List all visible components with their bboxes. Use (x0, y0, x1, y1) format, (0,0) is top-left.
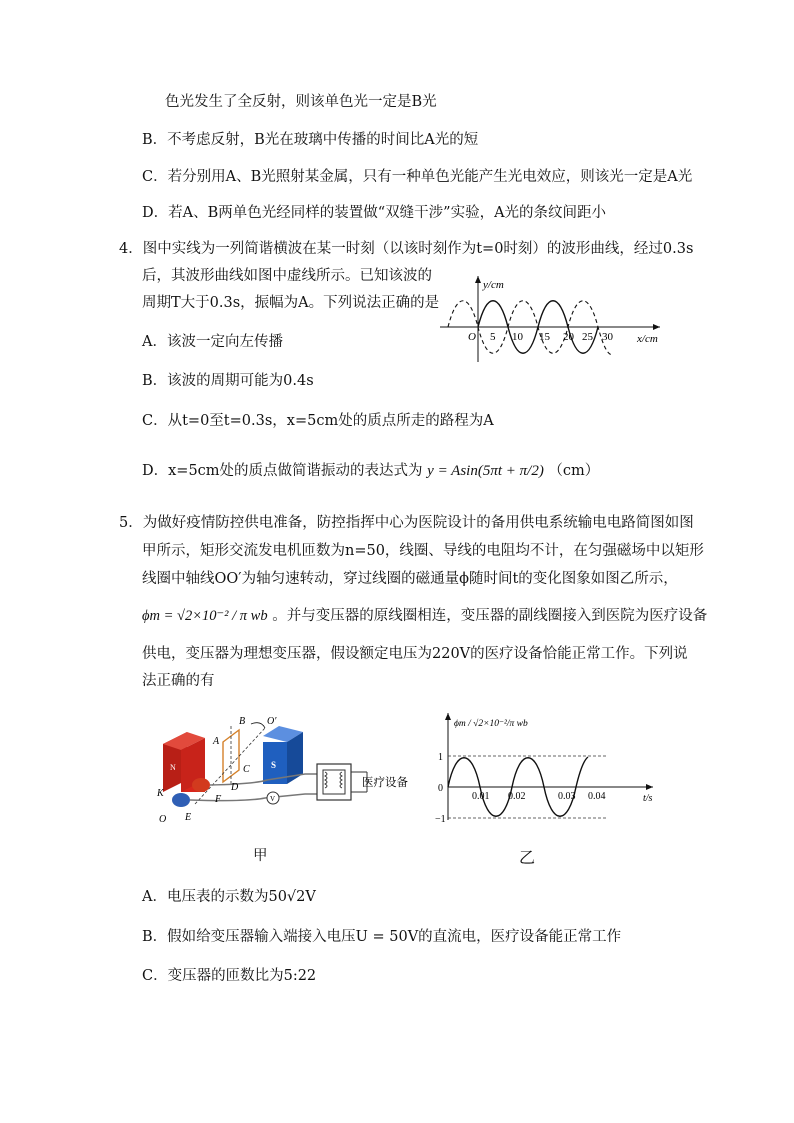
q3-option-c: C．若分别用A、B光照射某金属，只有一种单色光能产生光电效应，则该光一定是A光 (142, 169, 693, 185)
figure-caption-jia: 甲 (253, 848, 268, 864)
slip-ring-red (192, 778, 210, 792)
transformer (317, 764, 351, 800)
x-tick: 0.01 (472, 791, 490, 802)
magnet-s-label: S (271, 760, 277, 770)
x-tick: 0.04 (588, 791, 606, 802)
x-tick: 0.03 (558, 791, 576, 802)
flux-max-formula: ϕm = √2×10⁻² / π wb (142, 608, 268, 624)
tick-label: 20 (563, 331, 574, 343)
q5-option-a: A．电压表的示数为50√2V (142, 889, 316, 905)
magnet-n-label: N (170, 763, 176, 772)
q4-option-d (142, 461, 599, 481)
generator-circuit-figure (155, 712, 415, 827)
tick-label: 25 (582, 331, 593, 343)
q4-stem-line3: 周期T大于0.3s，振幅为A。下列说法正确的是 (142, 295, 440, 311)
q4-option-b: B．该波的周期可能为0.4s (142, 373, 314, 389)
q4-option-c: C．从t=0至t=0.3s，x=5cm处的质点所走的路程为A (142, 413, 494, 429)
dashed-waveform (448, 301, 612, 355)
slip-ring-blue (172, 793, 190, 807)
label-k: K (157, 788, 164, 799)
graph-y-label: y/cm (483, 279, 504, 291)
tick-label: 5 (490, 331, 496, 343)
q4-option-a: A．该波一定向左传播 (142, 334, 283, 350)
q5-stem-line1: 5．为做好疫情防控供电准备，防控指挥中心为医院设计的备用供电系统输电电路简图如图 (119, 515, 694, 531)
q5-stem-line2: 甲所示，矩形交流发电机匝数为n=50，线圈、导线的电阻均不计，在匀强磁场中以矩形 (142, 543, 704, 559)
q5-stem-line5: 供电，变压器为理想变压器，假设额定电压为220V的医疗设备恰能正常工作。下列说 (142, 646, 688, 662)
svg-text:V: V (270, 795, 276, 803)
label-d: D (231, 782, 239, 793)
q4-wave-graph (435, 270, 670, 365)
graph-t-label: t/s (643, 793, 653, 804)
q5-stem-line4 (142, 606, 707, 626)
q3-option-a-continuation: 色光发生了全反射，则该单色光一定是B光 (165, 94, 437, 110)
q3-option-b: B．不考虑反射，B光在玻璃中传播的时间比A光的短 (142, 132, 479, 148)
q5-option-b: B．假如给变压器输入端接入电压U = 50V的直流电，医疗设备能正常工作 (142, 929, 622, 945)
tick-label: 10 (512, 331, 523, 343)
q4-option-d-formula: y = Asin(5πt + π/2) (427, 463, 544, 479)
tick-label: 30 (602, 331, 613, 343)
label-e: E (185, 812, 192, 823)
flux-time-graph (435, 708, 663, 828)
label-c: C (243, 764, 250, 775)
label-a: A (213, 736, 220, 747)
q5-option-c: C．变压器的匝数比为5:22 (142, 968, 317, 984)
q3-option-d: D．若A、B两单色光经同样的装置做“双缝干涉”实验，A光的条纹间距小 (142, 205, 607, 221)
label-o: O (159, 814, 167, 825)
graph-x-label: x/cm (637, 333, 658, 345)
label-f: F (215, 794, 222, 805)
graph-origin: O (468, 331, 476, 343)
q4-option-d-unit: （cm） (548, 463, 600, 479)
y-tick: 0 (438, 783, 443, 794)
tick-label: 15 (539, 331, 550, 343)
x-tick: 0.02 (508, 791, 526, 802)
medical-device-label: 医疗设备 (362, 777, 408, 789)
q5-stem-line3: 线圈中轴线OO′为轴匀速转动，穿过线圈的磁通量ϕ随时间t的变化图象如图乙所示， (142, 571, 678, 587)
q5-stem-line4-text: 。并与变压器的原线圈相连，变压器的副线圈接入到医院为医疗设备 (272, 608, 708, 624)
label-b: B (239, 716, 246, 727)
label-o-prime: O′ (267, 716, 277, 727)
y-tick: −1 (435, 814, 446, 825)
figure-caption-yi: 乙 (519, 848, 536, 867)
graph-y-label: ϕm / √2×10⁻²/π wb (454, 719, 528, 729)
q4-stem-line2: 后，其波形曲线如图中虚线所示。已知该波的 (142, 268, 432, 284)
q5-stem-line6: 法正确的有 (142, 673, 215, 689)
q4-option-d-text: D．x=5cm处的质点做简谐振动的表达式为 (142, 463, 423, 479)
y-tick: 1 (438, 752, 443, 763)
q4-stem-line1: 4．图中实线为一列简谐横波在某一时刻（以该时刻作为t=0时刻）的波形曲线，经过0.3s (119, 241, 694, 257)
